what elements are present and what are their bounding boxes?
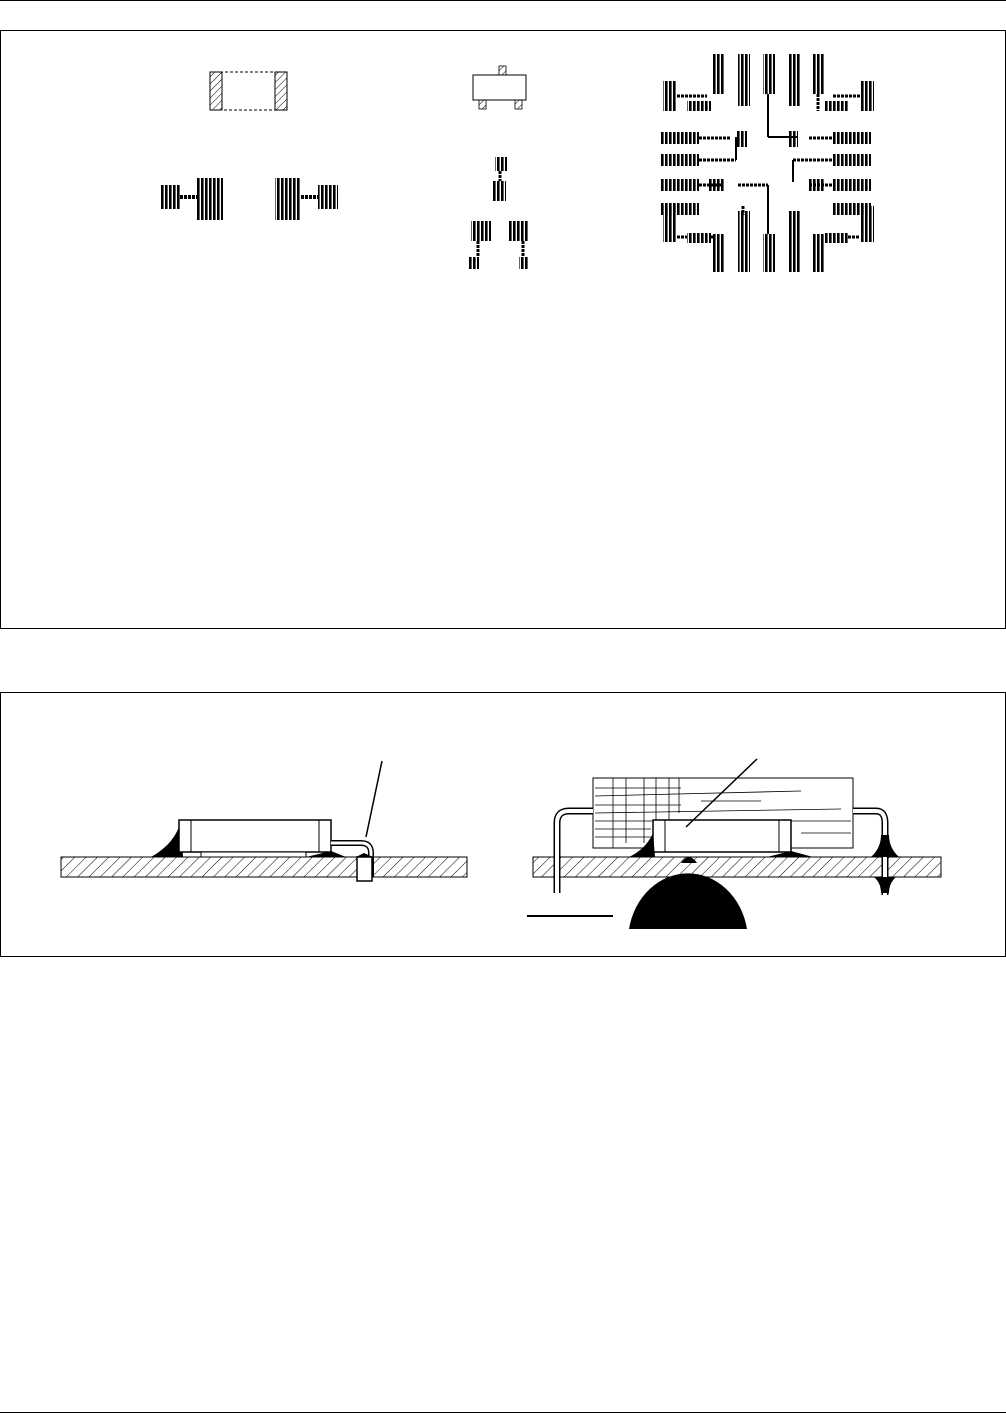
sot-land-pattern <box>469 157 529 269</box>
chip-land-pattern-right <box>275 178 338 220</box>
right-assembly <box>527 759 941 929</box>
chip-land-pattern-left <box>160 178 223 220</box>
chip-footprint <box>210 72 287 110</box>
assembly-drawing <box>1 693 1005 956</box>
top-rule <box>0 0 1006 1</box>
bottom-rule <box>0 1412 1006 1413</box>
land-pattern-panel <box>0 30 1006 629</box>
assembly-panel <box>0 692 1006 957</box>
leader-line-left <box>366 761 382 837</box>
left-assembly <box>61 761 467 881</box>
sot-package <box>473 66 526 109</box>
land-pattern-drawing <box>1 31 1005 628</box>
quad-land-pattern <box>661 54 874 272</box>
